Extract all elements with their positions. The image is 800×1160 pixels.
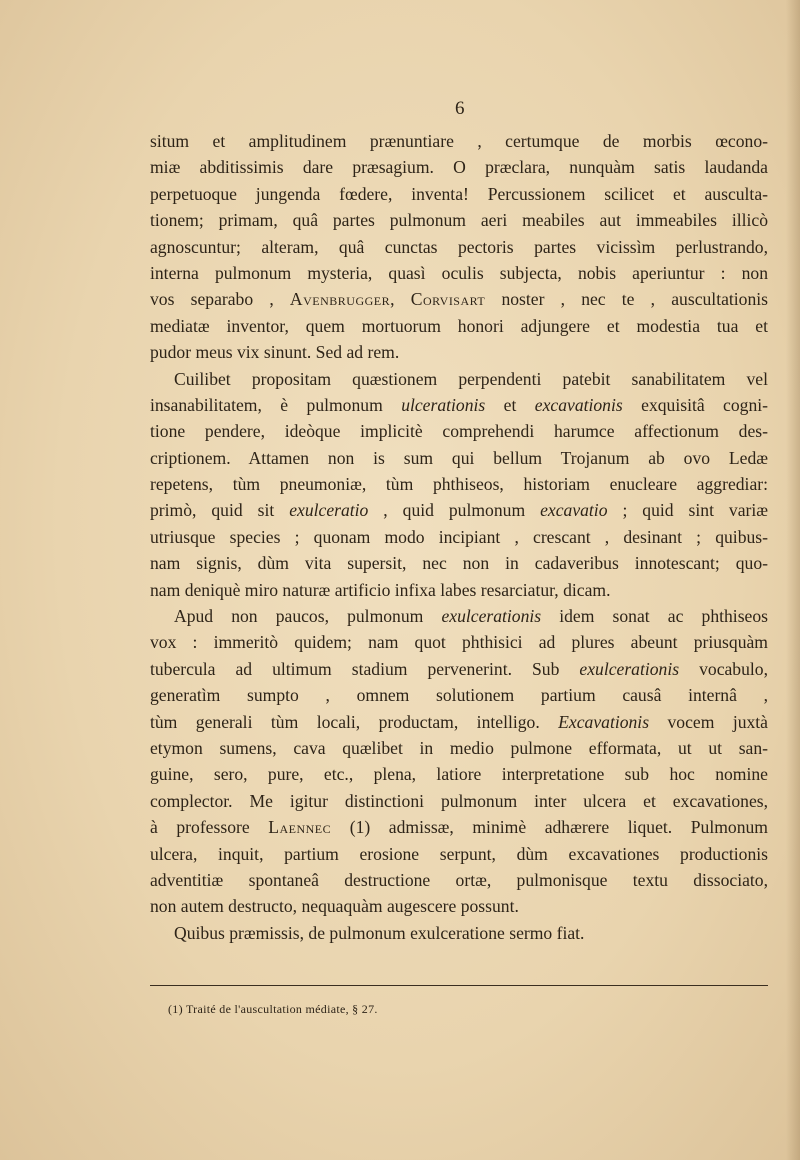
italic-term: exulcerationis xyxy=(579,658,680,679)
paragraph xyxy=(150,603,768,920)
page-number: 6 xyxy=(455,98,465,119)
text-run: nam deniquè miro naturæ artificio infixa labes resarciatur, dicam. xyxy=(150,579,611,600)
text-line xyxy=(150,313,768,339)
footnote-rule xyxy=(150,985,768,986)
text-line xyxy=(150,366,768,392)
text-run: complector. Me igitur distinctioni pulmonum inter ulcera et excavationes, xyxy=(150,790,768,811)
text-run: perpetuoque jungenda fœdere, inventa! Percussionem scilicet et ausculta- xyxy=(150,183,768,204)
body-text xyxy=(150,128,768,946)
text-run: tùm generali tùm locali, productam, intelligo. xyxy=(150,711,559,732)
text-line xyxy=(150,893,768,919)
text-line xyxy=(150,339,768,365)
text-run: mediatæ inventor, quem mortuorum honori adjungere et modestia tua et xyxy=(150,315,768,336)
text-run: Quibus præmissis, de pulmonum exulceratione sermo fiat. xyxy=(174,922,585,943)
text-run: etymon sumens, cava quælibet in medio pulmone efformata, ut ut san- xyxy=(150,737,768,758)
text-run: idem sonat ac phthiseos xyxy=(541,606,768,627)
paragraph xyxy=(150,366,768,604)
text-run: generatìm sumpto , omnem solutionem partium causâ internâ , xyxy=(150,685,768,706)
text-line xyxy=(150,445,768,471)
text-run: , xyxy=(390,289,411,310)
text-line xyxy=(150,497,768,523)
text-run: à professore xyxy=(150,817,269,838)
text-run: repetens, tùm pneumoniæ, tùm phthiseos, historiam enucleare aggrediar: xyxy=(150,474,768,495)
text-line xyxy=(150,735,768,761)
text-run: Apud non paucos, pulmonum xyxy=(174,606,442,627)
text-run: non autem destructo, nequaquàm augescere possunt. xyxy=(150,896,519,917)
author-name: Corvisart xyxy=(410,289,486,310)
text-run: , quid pulmonum xyxy=(368,500,541,521)
text-run: ; quid sint variæ xyxy=(607,500,768,521)
text-run: situm et amplitudinem prænuntiare , certumque de morbis œcono- xyxy=(150,131,768,151)
text-line xyxy=(150,234,768,260)
text-run: vocem juxtà xyxy=(649,711,768,732)
text-line xyxy=(150,577,768,603)
footnote: (1) Traité de l'auscultation médiate, § 27. xyxy=(168,1002,378,1016)
text-line xyxy=(150,788,768,814)
italic-term: exulcerationis xyxy=(441,606,542,627)
text-line xyxy=(150,814,768,840)
text-run: tionem; primam, quâ partes pulmonum aeri meabiles aut immeabiles illicò xyxy=(150,210,768,231)
text-run: interna pulmonum mysteria, quasì oculis subjecta, nobis aperiuntur : non xyxy=(150,262,768,283)
text-run: vocabulo, xyxy=(679,658,768,679)
text-run: primò, quid sit xyxy=(150,500,290,521)
text-run: vox : immeritò quidem; nam quot phthisici ad plures abeunt priusquàm xyxy=(150,632,768,653)
text-run: vos separabo , xyxy=(150,289,290,310)
author-name: Avenbrugger xyxy=(289,289,391,310)
text-line xyxy=(150,841,768,867)
text-run: Cuilibet propositam quæstionem perpendenti patebit sanabilitatem vel xyxy=(174,368,768,389)
text-line xyxy=(150,603,768,629)
text-line xyxy=(150,181,768,207)
text-line xyxy=(150,392,768,418)
text-line xyxy=(150,629,768,655)
italic-term: Excavationis xyxy=(558,711,650,732)
text-line xyxy=(150,709,768,735)
text-run: pudor meus vix sinunt. Sed ad rem. xyxy=(150,342,400,363)
italic-term: excavatio xyxy=(540,500,608,521)
text-line xyxy=(150,154,768,180)
text-line xyxy=(150,761,768,787)
text-run: criptionem. Attamen non is sum qui bellum Trojanum ab ovo Ledæ xyxy=(150,447,768,468)
text-run: miæ abditissimis dare præsagium. O præclara, nunquàm satis laudanda xyxy=(150,157,768,178)
italic-term: exulceratio xyxy=(289,500,369,521)
text-line xyxy=(150,550,768,576)
text-run: insanabilitatem, è pulmonum xyxy=(150,394,402,415)
text-run: guine, sero, pure, etc., plena, latiore interpretatione sub hoc nomine xyxy=(150,764,768,785)
text-line xyxy=(150,471,768,497)
text-line xyxy=(150,920,768,946)
text-run: tione pendere, ideòque implicitè comprehendi harumce affectionum des- xyxy=(150,421,768,442)
paragraph xyxy=(150,128,768,366)
text-run: exquisitâ cogni- xyxy=(622,394,769,415)
text-run: agnoscuntur; alteram, quâ cunctas pectoris partes vicissìm perlustrando, xyxy=(150,236,768,257)
text-run: ulcera, inquit, partium erosione serpunt, dùm excavationes productionis xyxy=(150,843,768,864)
page-edge-shadow xyxy=(786,0,800,1160)
text-run: tubercula ad ultimum stadium pervenerint. Sub xyxy=(150,658,580,679)
text-run: (1) admissæ, minimè adhærere liquet. Pulmonum xyxy=(331,817,768,838)
text-run: noster , nec te , auscultationis xyxy=(485,289,768,310)
text-run: nam signis, dùm vita supersit, nec non in cadaveribus innotescant; quo- xyxy=(150,553,768,574)
text-line xyxy=(150,656,768,682)
text-line xyxy=(150,524,768,550)
text-line xyxy=(150,418,768,444)
italic-term: ulcerationis xyxy=(401,394,486,415)
text-run: adventitiæ spontaneâ destructione ortæ, pulmonisque textu dissociato, xyxy=(150,869,768,890)
text-line xyxy=(150,286,768,312)
text-run: utriusque species ; quonam modo incipiant , crescant , desinant ; quibus- xyxy=(150,526,768,547)
text-line xyxy=(150,260,768,286)
author-name: Laennec xyxy=(268,817,332,838)
text-line xyxy=(150,867,768,893)
italic-term: excavationis xyxy=(534,394,623,415)
paragraph xyxy=(150,920,768,946)
text-line xyxy=(150,682,768,708)
text-line xyxy=(150,207,768,233)
text-line xyxy=(150,128,768,154)
text-run: et xyxy=(485,394,535,415)
